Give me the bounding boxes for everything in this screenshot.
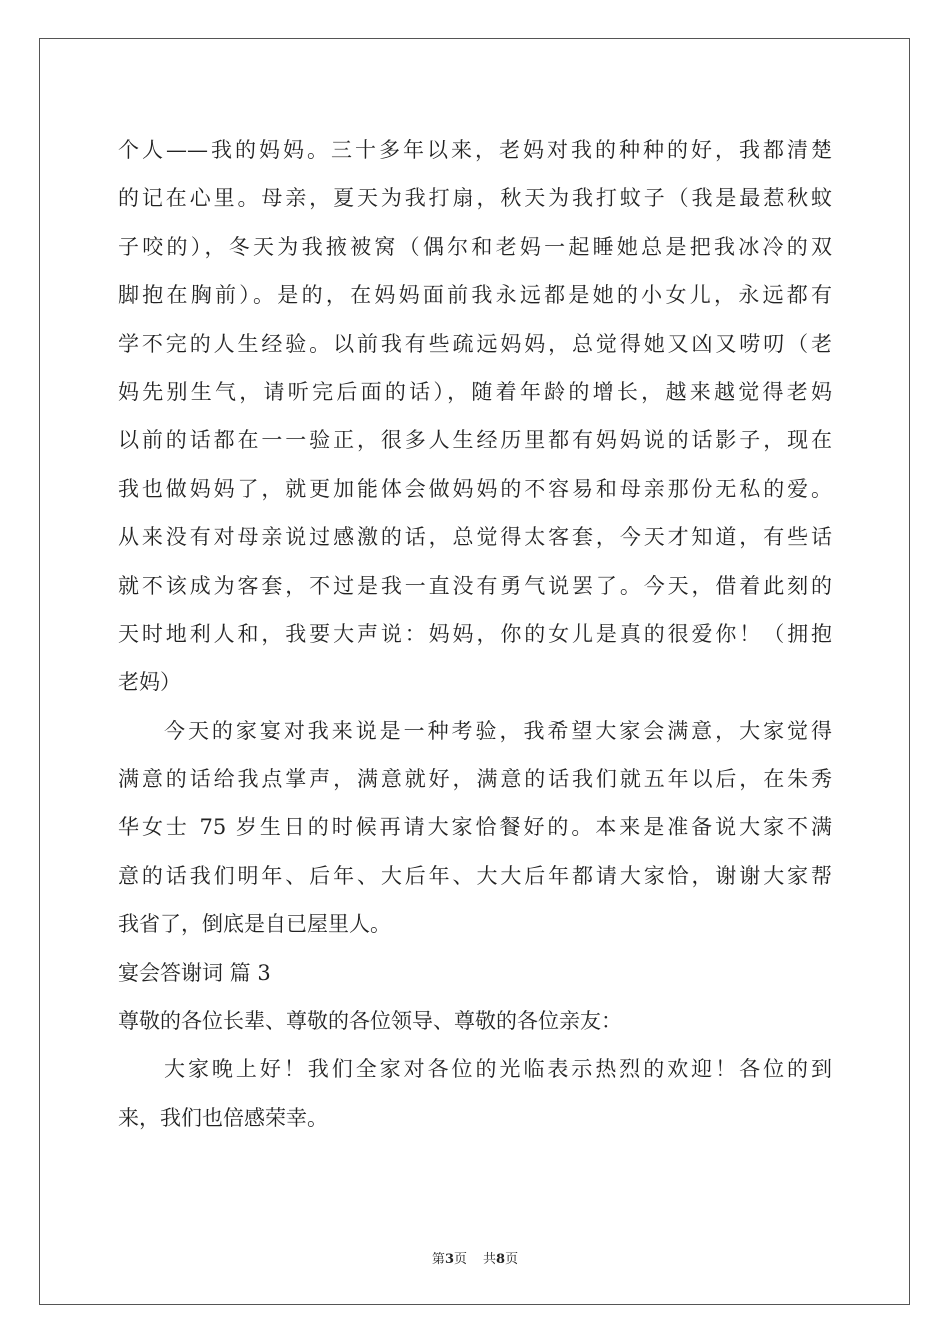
text-line: 的记在心里。母亲，夏天为我打扇，秋天为我打蚊子（我是最惹秋蚊 xyxy=(118,186,832,211)
total-prefix: 共 xyxy=(483,1252,497,1267)
page-suffix: 页 xyxy=(453,1252,467,1267)
text-line: 老妈） xyxy=(118,670,181,695)
text-line: 就不该成为客套，不过是我一直没有勇气说罢了。今天，借着此刻的 xyxy=(118,573,832,598)
text-line: 大家晚上好！我们全家对各位的光临表示热烈的欢迎！各位的到 xyxy=(164,1057,832,1082)
text-line: 满意的话给我点掌声，满意就好，满意的话我们就五年以后，在朱秀 xyxy=(118,767,832,792)
text-line: 来，我们也倍感荣幸。 xyxy=(118,1105,328,1130)
text-line: 我也做妈妈了，就更加能体会做妈妈的不容易和母亲那份无私的爱。 xyxy=(118,476,832,501)
text-line: 以前的话都在一一验正，很多人生经历里都有妈妈说的话影子，现在 xyxy=(118,428,832,453)
text-line: 天时地利人和，我要大声说：妈妈，你的女儿是真的很爱你！（拥抱 xyxy=(118,621,832,646)
text-line: 华女士 75 岁生日的时候再请大家恰餐好的。本来是准备说大家不满 xyxy=(118,815,832,840)
page-prefix: 第 xyxy=(431,1252,445,1267)
text-line: 妈先别生气，请听完后面的话），随着年龄的增长，越来越觉得老妈 xyxy=(118,379,832,404)
salutation: 尊敬的各位长辈、尊敬的各位领导、尊敬的各位亲友： xyxy=(118,1009,622,1034)
text-line: 从来没有对母亲说过感激的话，总觉得太客套，今天才知道，有些话 xyxy=(118,525,832,550)
text-line: 个人——我的妈妈。三十多年以来，老妈对我的种种的好，我都清楚 xyxy=(118,138,832,162)
total-pages: 8 xyxy=(496,1252,506,1267)
page-footer xyxy=(0,1248,950,1267)
text-line: 今天的家宴对我来说是一种考验，我希望大家会满意，大家觉得 xyxy=(164,718,832,743)
page-number: 3 xyxy=(444,1252,454,1267)
text-line: 子咬的），冬天为我掖被窝（偶尔和老妈一起睡她总是把我冰冷的双 xyxy=(118,234,832,259)
text-line: 学不完的人生经验。以前我有些疏远妈妈，总觉得她又凶又唠叨（老 xyxy=(118,331,832,356)
section-heading: 宴会答谢词 篇 3 xyxy=(118,960,271,985)
total-suffix: 页 xyxy=(505,1252,519,1267)
text-line: 脚抱在胸前）。是的，在妈妈面前我永远都是她的小女儿，永远都有 xyxy=(118,283,832,308)
text-line: 意的话我们明年、后年、大后年、大大后年都请大家恰，谢谢大家帮 xyxy=(118,863,832,888)
text-line: 我省了，倒底是自已屋里人。 xyxy=(118,912,391,937)
document-body xyxy=(118,126,832,1142)
